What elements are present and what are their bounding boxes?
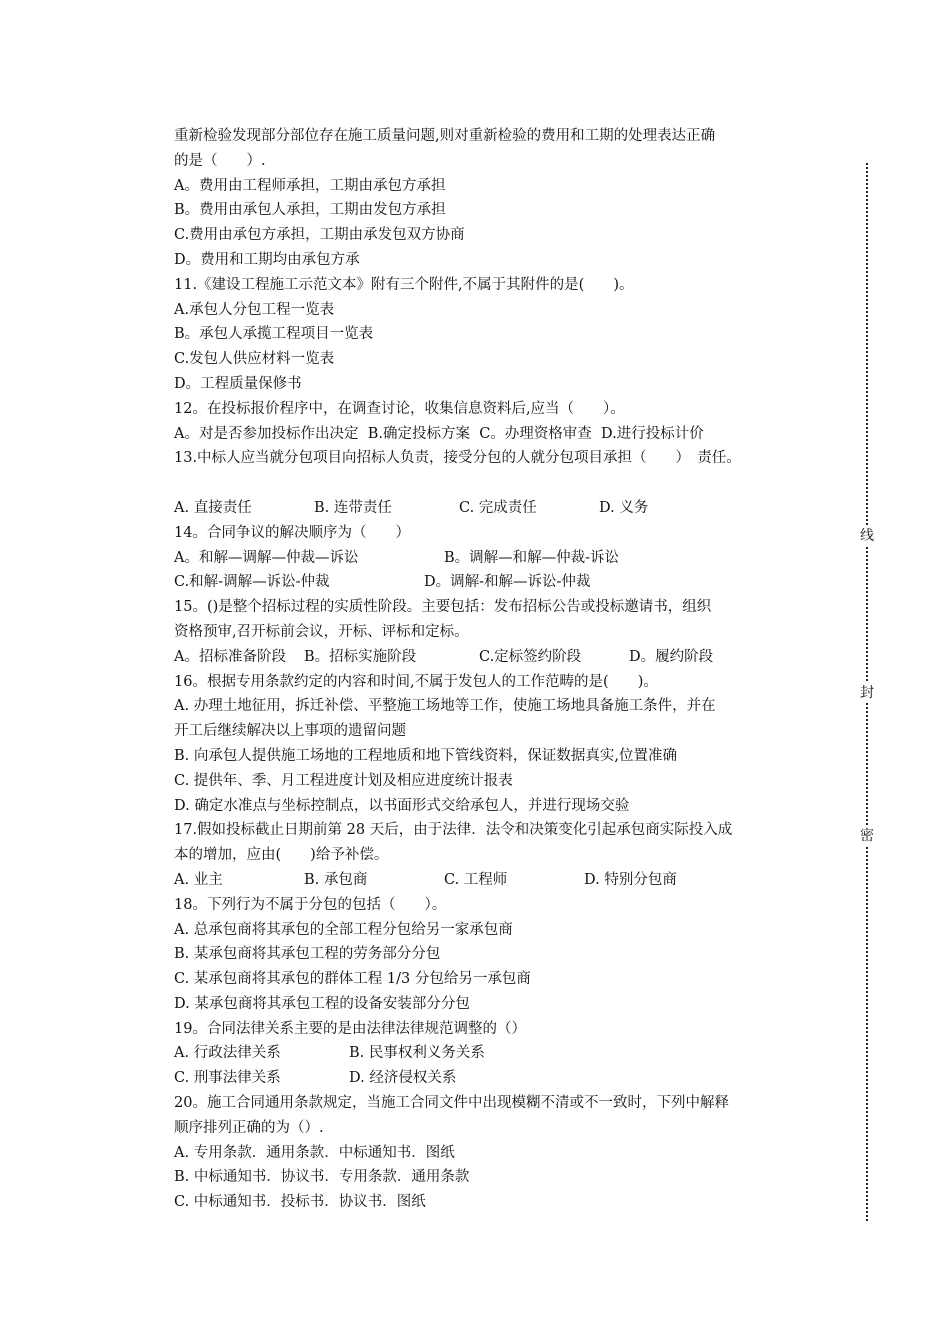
- option: C. 工程师: [444, 871, 508, 888]
- exam-content: [174, 124, 824, 1215]
- question-stem: 顺序排列正确的为（）.: [174, 1119, 324, 1136]
- question-stem: 12。在投标报价程序中，在调查讨论，收集信息资料后,应当（ ）。: [174, 400, 625, 417]
- option-row: [174, 496, 824, 521]
- question-stem: 19。合同法律关系主要的是由法律法律规范调整的（）: [174, 1020, 526, 1037]
- option: D. 经济侵权关系: [349, 1070, 457, 1087]
- option: B. 民事权利义务关系: [349, 1045, 485, 1062]
- option-line: A.承包人分包工程一览表: [174, 301, 335, 318]
- binding-label-xian: 线: [860, 528, 874, 544]
- option-line: 开工后继续解决以上事项的遗留问题: [174, 723, 406, 740]
- option-line: C. 中标通知书．投标书．协议书．图纸: [174, 1194, 426, 1211]
- question-stem: 资格预审,召开标前会议，开标、评标和定标。: [174, 623, 469, 640]
- option: D。履约阶段: [629, 648, 714, 665]
- option: B。调解—和解—仲裁-诉讼: [444, 549, 620, 566]
- option: A. 行政法律关系: [174, 1045, 281, 1062]
- option-line: A. 总承包商将其承包的全部工程分包给另一家承包商: [174, 921, 513, 938]
- option-row: [174, 645, 824, 670]
- option: C。办理资格审查: [479, 425, 592, 442]
- text-line: 的是（ ）.: [174, 152, 266, 169]
- binding-label-feng: 封: [860, 685, 874, 701]
- option-line: B。费用由承包人承担，工期由发包方承担: [174, 202, 446, 219]
- option-line: C.发包人供应材料一览表: [174, 351, 335, 368]
- option: D。调解-和解—诉讼-仲裁: [424, 574, 591, 591]
- question-stem: 20。施工合同通用条款规定，当施工合同文件中出现模糊不清或不一致时，下列中解释: [174, 1095, 729, 1112]
- option-line: B. 某承包商将其承包工程的劳务部分分包: [174, 946, 441, 963]
- option-row: [174, 1041, 824, 1066]
- option-line: C. 某承包商将其承包的群体工程 1/3 分包给另一承包商: [174, 971, 531, 988]
- option: A。招标准备阶段: [174, 648, 286, 665]
- text-line: 重新检验发现部分部位存在施工质量问题,则对重新检验的费用和工期的处理表达正确: [174, 128, 716, 144]
- option-row: [174, 1066, 824, 1091]
- option-line: C.费用由承包方承担，工期由承发包双方协商: [174, 227, 465, 244]
- option: A。对是否参加投标作出决定: [174, 425, 359, 442]
- option: C. 完成责任: [459, 499, 537, 516]
- option: A. 直接责任: [174, 499, 252, 516]
- option-row: [174, 868, 824, 893]
- question-stem: 15。()是整个招标过程的实质性阶段。主要包括：发布招标公告或投标邀请书，组织: [174, 599, 712, 616]
- option-line: B. 向承包人提供施工场地的工程地质和地下管线资料，保证数据真实,位置准确: [174, 747, 677, 764]
- option-line: A. 专用条款．通用条款．中标通知书．图纸: [174, 1144, 455, 1161]
- option-line: D. 某承包商将其承包工程的设备安装部分分包: [174, 995, 470, 1012]
- option: D.进行投标计价: [601, 425, 704, 442]
- option: A。和解—调解—仲裁—诉讼: [174, 549, 359, 566]
- option-line: A. 办理土地征用，拆迁补偿、平整施工场地等工作，使施工场地具备施工条件，并在: [174, 698, 716, 715]
- option-row: [174, 570, 824, 595]
- option-line: B。承包人承揽工程项目一览表: [174, 326, 374, 343]
- option: B. 连带责任: [314, 499, 392, 516]
- question-stem: 14。合同争议的解决顺序为（ ）: [174, 524, 410, 541]
- option: C. 刑事法律关系: [174, 1070, 281, 1087]
- option-line: C. 提供年、季、月工程进度计划及相应进度统计报表: [174, 772, 513, 789]
- binding-label-mi: 密: [860, 828, 874, 844]
- option-line: D. 确定水准点与坐标控制点，以书面形式交给承包人，并进行现场交验: [174, 797, 630, 814]
- question-stem: 18。下列行为不属于分包的包括（ ）。: [174, 896, 447, 913]
- option: D. 特别分包商: [584, 871, 677, 888]
- option: B.确定投标方案: [367, 425, 470, 442]
- question-stem: 17.假如投标截止日期前第 28 天后，由于法律．法令和决策变化引起承包商实际投入成: [174, 822, 733, 839]
- option: D. 义务: [599, 499, 649, 516]
- question-stem: 本的增加，应由( )给予补偿。: [174, 847, 389, 864]
- option: B。招标实施阶段: [304, 648, 417, 665]
- option-line: B. 中标通知书．协议书．专用条款．通用条款: [174, 1169, 470, 1186]
- option: B. 承包商: [304, 871, 368, 888]
- option-row: [174, 546, 824, 571]
- question-stem: 11.《建设工程施工示范文本》附有三个附件,不属于其附件的是( )。: [174, 276, 634, 293]
- question-stem: 13.中标人应当就分包项目向招标人负责，接受分包的人就分包项目承担（ ） 责任。: [174, 450, 741, 467]
- option-line: D。费用和工期均由承包方承: [174, 251, 360, 268]
- option-line: A。费用由工程师承担，工期由承包方承担: [174, 177, 446, 194]
- option: A. 业主: [174, 871, 223, 888]
- question-stem: 16。根据专用条款约定的内容和时间,不属于发包人的工作范畴的是( )。: [174, 673, 658, 690]
- option: C.和解-调解—诉讼-仲裁: [174, 574, 330, 591]
- option: C.定标签约阶段: [479, 648, 582, 665]
- blank-line: [174, 471, 824, 496]
- option-row: [174, 422, 824, 447]
- option-line: D。工程质量保修书: [174, 375, 302, 392]
